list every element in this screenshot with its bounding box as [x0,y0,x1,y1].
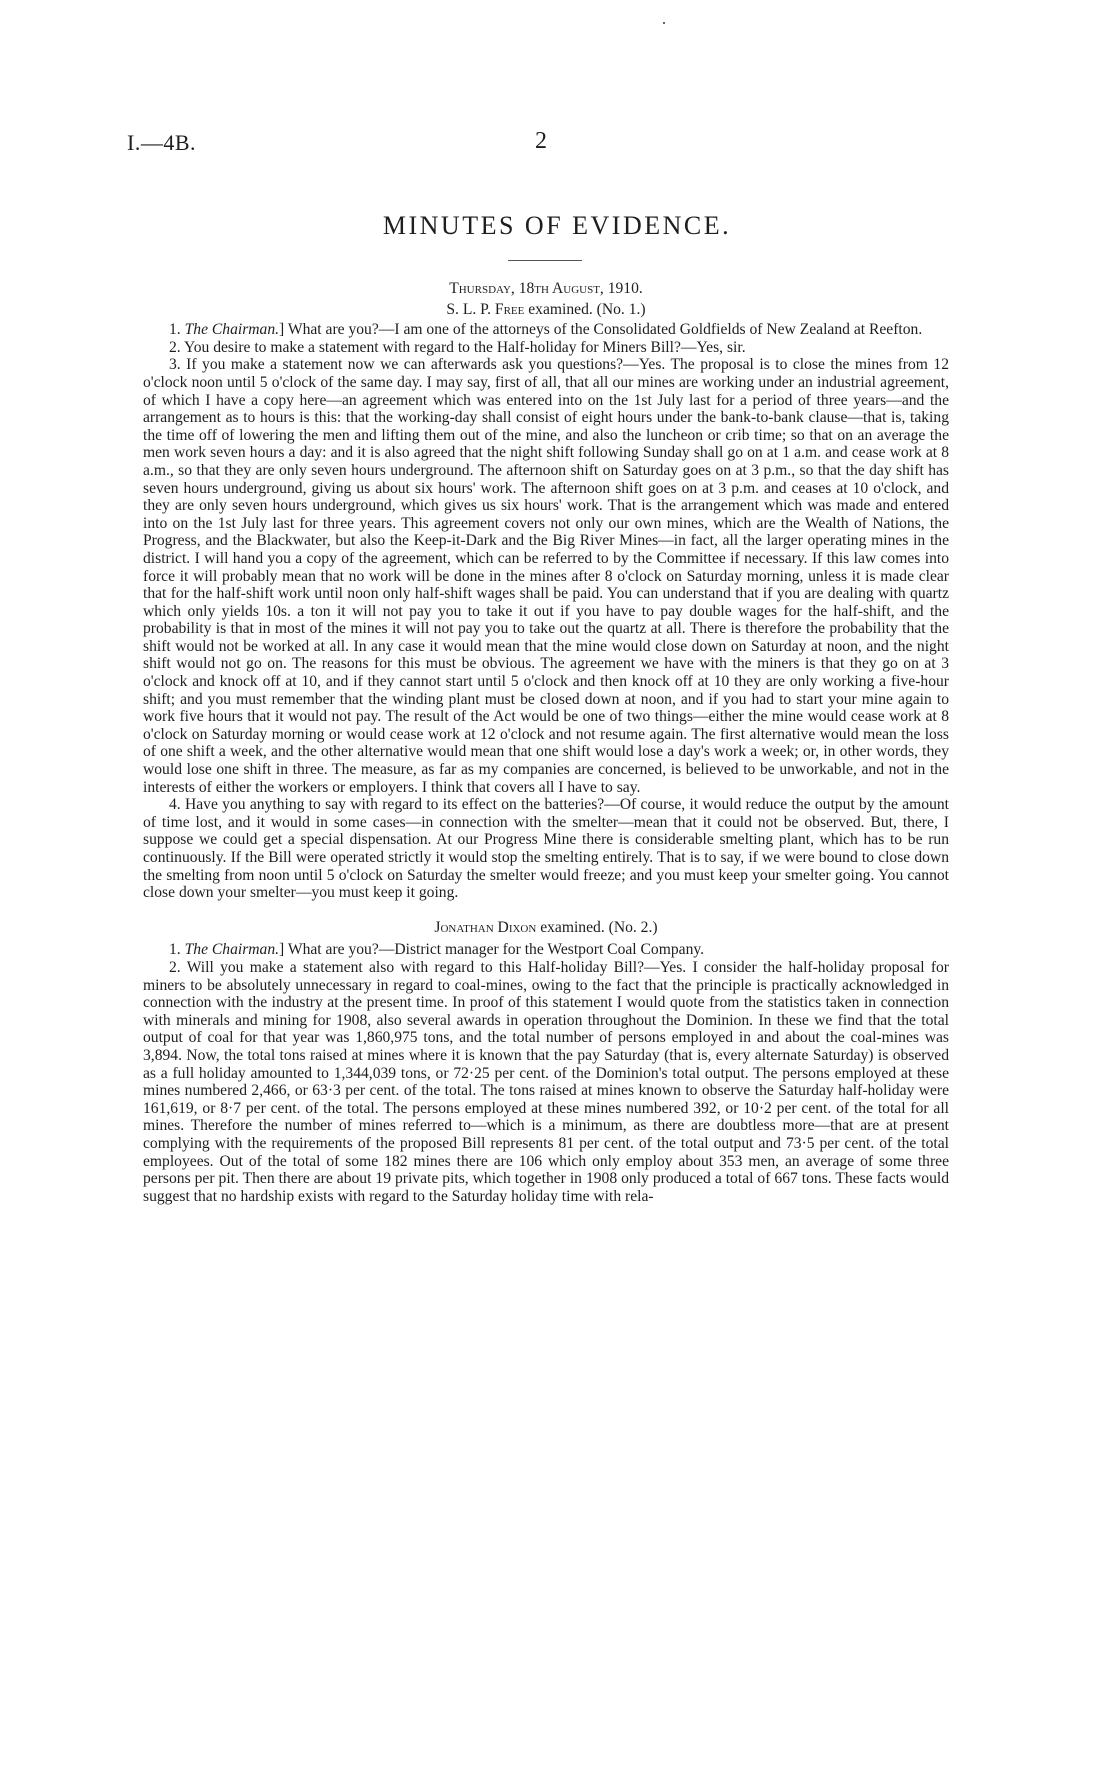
question-paragraph: 3. If you make a statement now we can afterwards ask you questions?—Yes. The proposal is to close the mines from 12 o'clock noon until 5 o'clock of the same day. I may say, first of all, that all our mines are working under an industrial agreement, of which I have a copy here—an agreement which was entered into on the 1st July last for a period of three years—and the arrangement as to hours is this: that the working-day shall consist of eight hours under the bank-to-bank clause—that is, taking the time off of lowering the men and lifting them out of the mine, and also the luncheon or crib time; so that on an average the men work seven hours a day: and it is also agreed that the night shift following Sunday shall go on at 1 a.m. and cease work at 8 a.m., so that they are only seven hours underground. The afternoon shift on Saturday goes on at 3 p.m., so that the day shift has seven hours underground, giving us about six hours' work. The afternoon shift goes on at 3 p.m. and ceases at 10 o'clock, and they are only seven hours underground, which gives us six hours' work. That is the arrangement which was made and entered into on the 1st July last for three years. This agreement covers not only our own mines, which are the Wealth of Nations, the Progress, and the Blackwater, but also the Keep-it-Dark and the Big River Mines—in fact, all the larger operating mines in the district. I will hand you a copy of the agreement, which can be referred to by the Committee if necessary. If this law comes into force it will probably mean that no work will be done in the mines after 8 o'clock on Saturday morning, unless it is made clear that for the half-shift work until noon only half-shift wages shall be paid. You can understand that if you are dealing with quartz which only yields 10s. a ton it will not pay you to take it out if you have to pay double wages for the half-shift, and the probability is that in most of the mines it will not pay you to take out the quartz at all. There is therefore the probability that the shift would not be worked at all. In any case it would mean that the mine would close down on Saturday at noon, and the night shift would not go on. The reasons for this must be obvious. The agreement we have with the miners is that they go on at 3 o'clock and knock off at 10, and if they cannot start until 5 o'clock and then knock off at 10 they are only working a five-hour shift; and you must remember that the winding plant must be closed down at noon, and if you had to start your mine again to work five hours that it would not pay. The result of the Act would be one of two things—either the mine would cease work at 8 o'clock on Saturday morning or would cease work at 12 o'clock and not resume again. The first alternative would mean the loss of one shift a week, and the other alternative would mean that one shift would lose a day's work a week; or, in other words, they would lose one shift in three. The measure, as far as my companies are concerned, is believed to be unworkable, and not in the interests of either the workers or employers. I think that covers all I have to say. [143,356,949,796]
title-divider [508,260,582,261]
page-number: 2 [535,128,547,154]
witness-name: S. L. P. Free [446,300,525,318]
question-paragraph: 4. Have you anything to say with regard to its effect on the batteries?—Of course, it would reduce the output by the amount of time lost, and it would in some cases—in connection with the smelter—mean that it could not be observed. But, there, I suppose we could get a special dispensation. At our Progress Mine there is considerable smelting plant, which has to be run continuously. If the Bill were operated strictly it would stop the smelting entirely. That is to say, if we were bound to close down the smelting from noon until 5 o'clock on Saturday the smelter would freeze; and you must keep your smelter going. You cannot close down your smelter—you must keep it going. [143,796,949,902]
scan-speck [663,22,665,24]
witness-label: examined. (No. 1.) [524,300,646,318]
date-line: Thursday, 18th August, 1910. [449,280,643,297]
page-title: MINUTES OF EVIDENCE. [382,211,732,240]
question-paragraph: 1. The Chairman.] What are you?—District manager for the Westport Coal Company. [169,941,705,959]
witness-heading-2 [143,919,949,937]
speaker: The Chairman. [184,941,280,959]
speaker: The Chairman. [184,321,280,339]
question-paragraph: 2. Will you make a statement also with regard to this Half-holiday Bill?—Yes. I consider the half-holiday proposal for miners to be absolutely unnecessary in regard to coal-mines, owing to the fact that the principle is practically acknowledged in connection with the industry at the present time. In proof of this statement I would quote from the statistics taken in connection with minerals and mining for 1908, also several awards in operation throughout the Dominion. In these we find that the total output of coal for that year was 1,860,975 tons, and the total number of persons employed in and about the coal-mines was 3,894. Now, the total tons raised at mines where it is known that the pay Saturday (that is, every alternate Saturday) is observed as a full holiday amounted to 1,344,039 tons, or 72·25 per cent. of the Dominion's total output. The persons employed at these mines numbered 2,466, or 63·3 per cent. of the total. The tons raised at mines known to observe the Saturday half-holiday were 161,619, or 8·7 per cent. of the total. The persons employed at these mines numbered 392, or 10·2 per cent. of the total for all mines. Therefore the number of mines referred to—which is a minimum, as there are doubtless more—that are at present complying with the requirements of the proposed Bill represents 81 per cent. of the total output and 73·5 per cent. of the total employees. Out of the total of some 182 mines there are 106 which only employ about 353 men, an average of some three persons per pit. Then there are about 19 private pits, which together in 1908 only produced a total of 667 tons. These facts would suggest that no hardship exists with regard to the Saturday holiday time with rela- [143,958,950,1205]
witness-heading-1 [143,301,949,319]
witness-name: Jonathan Dixon [434,918,537,936]
document-body [143,280,949,1205]
question-paragraph: 1. The Chairman.] What are you?—I am one of the attorneys of the Consolidated Goldfields of New Zealand at Reefton. [169,321,923,339]
witness-label: examined. (No. 2.) [536,918,658,936]
paper-reference: I.—4B. [127,130,196,155]
question-paragraph: 2. You desire to make a statement with regard to the Half-holiday for Miners Bill?—Yes, sir. [169,338,746,356]
